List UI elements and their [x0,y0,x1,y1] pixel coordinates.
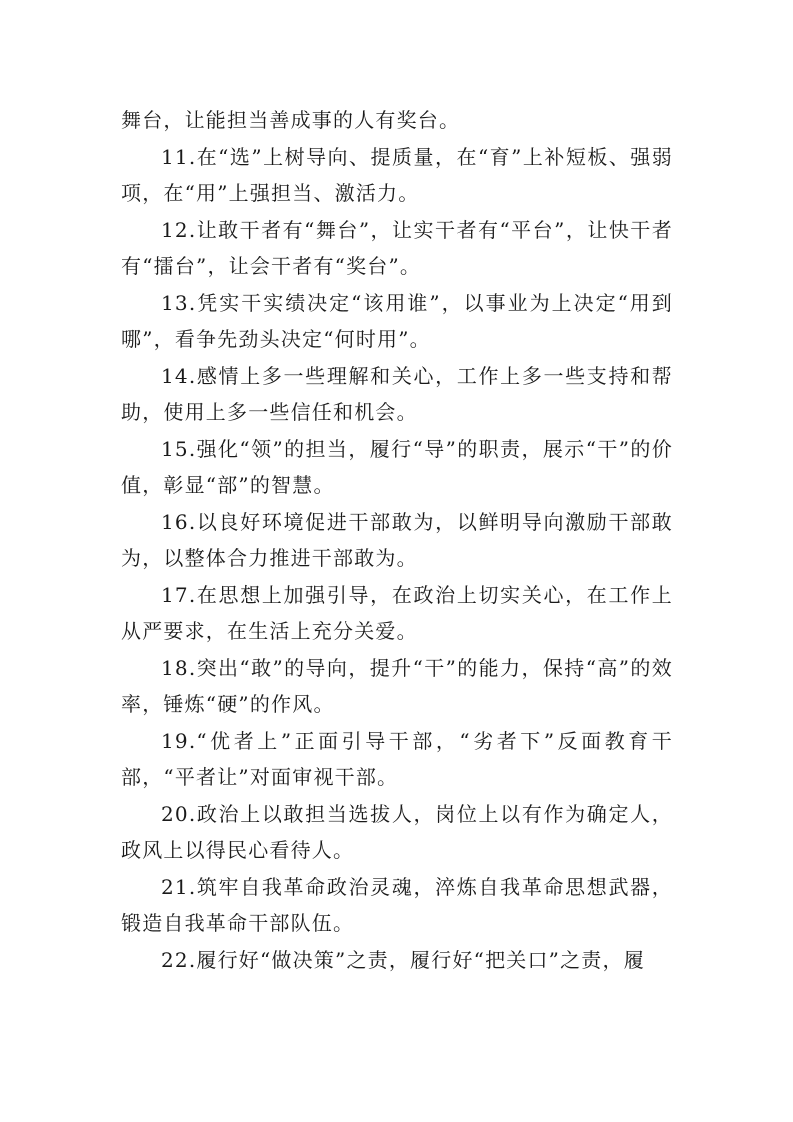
list-item-19: 19.“优者上”正面引导干部，“劣者下”反面教育干部，“平者让”对面审视干部。 [121,728,673,789]
list-item-11: 11.在“选”上树导向、提质量，在“育”上补短板、强弱项，在“用”上强担当、激活力。 [121,144,673,205]
list-item-22: 22.履行好“做决策”之责，履行好“把关口”之责，履 [161,947,645,972]
list-item-17: 17.在思想上加强引导，在政治上切实关心，在工作上从严要求，在生活上充分关爱。 [121,582,673,643]
list-item-12: 12.让敢干者有“舞台”，让实干者有“平台”，让快干者有“擂台”，让会干者有“奖台”。 [121,217,673,278]
document-body [121,102,673,978]
continuation-paragraph: 舞台，让能担当善成事的人有奖台。 [121,108,461,132]
list-item-16: 16.以良好环境促进干部敢为，以鲜明导向激励干部敢为，以整体合力推进干部敢为。 [121,509,673,570]
list-item-14: 14.感情上多一些理解和关心，工作上多一些支持和帮助，使用上多一些信任和机会。 [121,363,673,424]
list-item-18: 18.突出“敢”的导向，提升“干”的能力，保持“高”的效率，锤炼“硬”的作风。 [121,655,673,716]
list-item-20: 20.政治上以敢担当选拔人，岗位上以有作为确定人，政风上以得民心看待人。 [121,801,673,862]
list-item-15: 15.强化“领”的担当，履行“导”的职责，展示“干”的价值，彰显“部”的智慧。 [121,436,673,497]
list-item-13: 13.凭实干实绩决定“该用谁”，以事业为上决定“用到哪”，看争先劲头决定“何时用”。 [121,290,673,351]
list-item-21: 21.筑牢自我革命政治灵魂，淬炼自我革命思想武器，锻造自我革命干部队伍。 [121,874,673,935]
